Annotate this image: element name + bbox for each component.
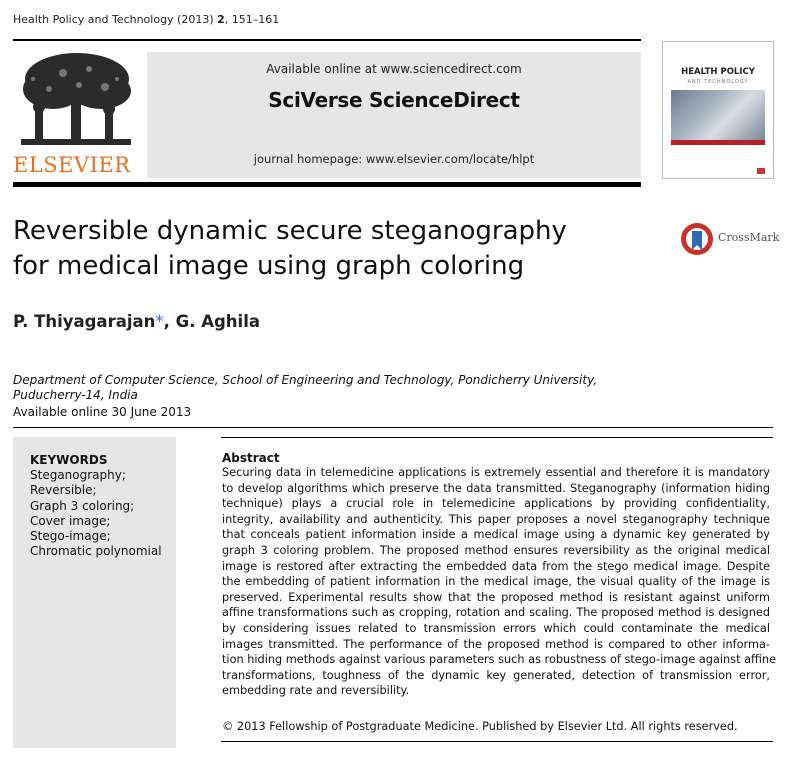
abstract-line: that conceals patient information inside a medical image using a dynamic key generated by <box>222 528 770 542</box>
header-top-rule <box>13 39 641 41</box>
journal-homepage-link[interactable]: journal homepage: www.elsevier.com/locate/hlpt <box>253 152 535 166</box>
section-divider <box>13 427 773 428</box>
keywords-panel <box>13 437 176 748</box>
journal-pages: , 151–161 <box>224 13 280 26</box>
abstract-body <box>222 465 777 699</box>
keyword-item: Reversible; <box>30 483 97 498</box>
cover-subtitle: AND TECHNOLOGY <box>687 79 749 85</box>
affiliation-line: Puducherry-14, India <box>13 387 138 402</box>
keyword-item: Steganography; <box>30 468 126 482</box>
abstract-line: Securing data in telemedicine applications is extremely essential and therefore it is mandatory <box>222 466 770 479</box>
keyword-item: Cover image; <box>30 513 111 528</box>
abstract-line: images transmitted. The performance of the proposed method is compared to other informa- <box>222 637 770 651</box>
abstract-line: by considering issues related to transmission errors which could contaminate the medical <box>222 621 770 635</box>
available-online-text[interactable]: Available online at www.sciencedirect.com <box>266 62 522 76</box>
cover-title: HEALTH POLICY <box>681 67 755 77</box>
cover-photo <box>671 90 765 140</box>
abstract-bottom-rule <box>221 741 773 742</box>
abstract-line: technique) plays a crucial role in telemedicine applications by providing confidentiality, <box>222 497 770 511</box>
corresponding-author-mark[interactable]: * <box>155 312 164 331</box>
abstract-line: graph 3 coloring problem. The proposed method ensures reversibility as the original medical <box>222 543 770 557</box>
abstract-heading: Abstract <box>222 451 280 465</box>
abstract-line: transformations, toughness of the dynamic key generated, detection of transmission error, <box>222 668 770 682</box>
cover-band <box>671 140 765 145</box>
crossmark-badge[interactable] <box>680 222 780 256</box>
article-title <box>13 214 653 284</box>
abstract-top-rule <box>221 437 773 438</box>
header-bottom-rule <box>13 182 641 187</box>
abstract-line: tion hiding methods against various parameters such as robustness of stego-image against affine <box>222 653 777 667</box>
author-name[interactable]: P. Thiyagarajan <box>13 312 156 331</box>
affiliation-line: Department of Computer Science, School of Engineering and Technology, Pondicherry University, <box>13 373 598 387</box>
keywords-list <box>30 468 162 560</box>
affiliation <box>13 373 633 402</box>
sciencedirect-banner <box>147 52 641 178</box>
abstract-line: to develop algorithms which preserve the data transmitted. Steganography (information hiding <box>222 481 770 495</box>
copyright-notice: © 2013 Fellowship of Postgraduate Medicine. Published by Elsevier Ltd. All rights reserved. <box>222 720 738 733</box>
abstract-line: embedding rate and reversibility. <box>222 684 410 698</box>
abstract-line: integrity, availability and authenticity. This paper proposes a novel steganography technique <box>222 512 770 526</box>
abstract-line: image is restored after extracting the embedded data from the stego medical image. Despite <box>222 559 770 573</box>
keywords-heading: KEYWORDS <box>30 453 108 467</box>
journal-cover-thumbnail[interactable] <box>662 41 774 179</box>
abstract-line: affine transformations such as cropping, rotation and scaling. The proposed method is designed <box>222 606 770 620</box>
author-list <box>13 312 260 331</box>
sciverse-brand: SciVerse ScienceDirect <box>268 88 520 112</box>
article-title-line: Reversible dynamic secure steganography <box>13 216 567 246</box>
keyword-item: Graph 3 coloring; <box>30 498 135 513</box>
cover-publisher-icon <box>757 168 765 174</box>
elsevier-wordmark: ELSEVIER <box>13 153 131 177</box>
elsevier-tree-icon <box>13 49 137 153</box>
journal-volume: 2 <box>217 13 225 26</box>
crossmark-label: CrossMark <box>718 231 780 244</box>
author-name[interactable]: , G. Aghila <box>163 312 260 331</box>
available-online-date: Available online 30 June 2013 <box>13 405 192 419</box>
journal-citation <box>13 13 279 26</box>
keyword-item: Chromatic polynomial <box>30 544 162 559</box>
article-title-line: for medical image using graph coloring <box>13 251 525 281</box>
journal-name: Health Policy and Technology (2013) <box>13 13 214 26</box>
crossmark-icon <box>680 222 714 256</box>
keyword-item: Stego-image; <box>30 529 111 544</box>
abstract-line: preserved. Experimental results show that the proposed method is resistant against uniform <box>222 590 770 604</box>
abstract-line: the embedding of patient information in the medical image, the visual quality of the image is <box>222 575 770 589</box>
elsevier-logo <box>13 49 137 179</box>
